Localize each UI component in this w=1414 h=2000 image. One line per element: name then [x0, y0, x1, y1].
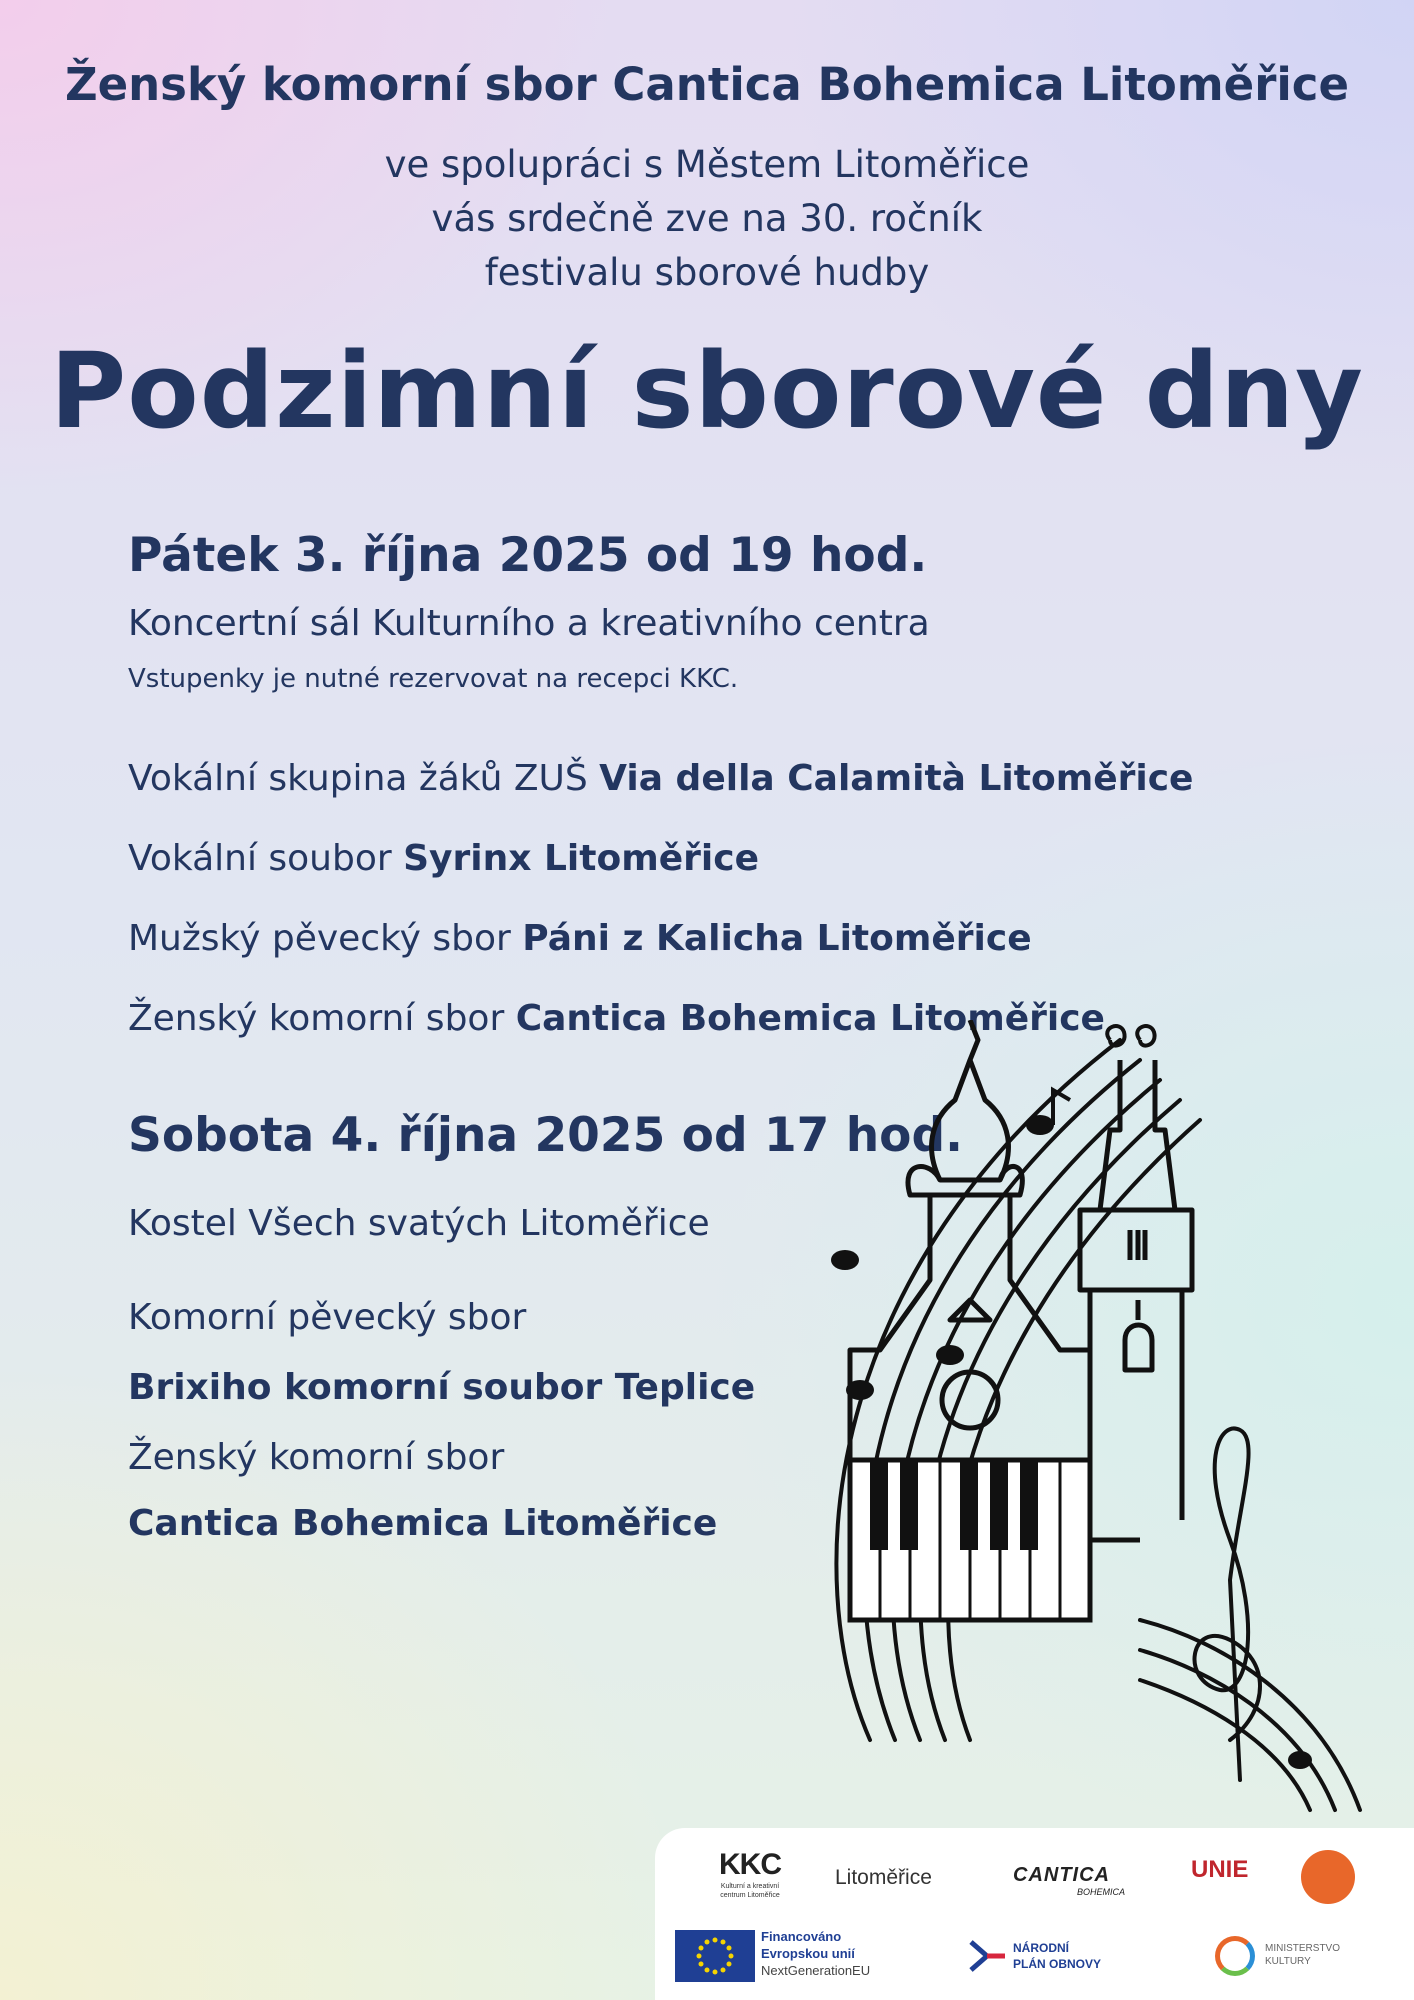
eu-funding-text [761, 1928, 870, 1979]
npo-text [1013, 1940, 1101, 1972]
cantica-logo-sub: BOHEMICA [1076, 1887, 1125, 1897]
ministry-text [1265, 1942, 1340, 1968]
invitation-line-3: festivalu sborové hudby [484, 251, 930, 294]
church-music-illustration [800, 1020, 1380, 1820]
ministry-line-2: KULTURY [1265, 1956, 1311, 1967]
invitation-text [0, 138, 1414, 300]
performer-prefix: Mužský pěvecký sbor [128, 918, 523, 959]
npo-line-2: PLÁN OBNOVY [1013, 1957, 1102, 1971]
eu-line-1: Financováno [761, 1929, 842, 1944]
kkc-logo-text: KKC [719, 1848, 781, 1881]
performer-name: Cantica Bohemica Litoměřice [515, 998, 1105, 1039]
saturday-performer-1-name: Brixiho komorní soubor Teplice [128, 1367, 756, 1408]
ministry-logo-icon [1215, 1936, 1255, 1976]
performer-prefix: Vokální skupina žáků ZUŠ [128, 758, 600, 799]
cantica-logo [1013, 1850, 1131, 1897]
npo-icon [967, 1938, 1007, 1974]
ministry-line-1: MINISTERSTVO [1265, 1943, 1341, 1954]
piano-keys [850, 1460, 1090, 1620]
friday-date: Pátek 3. října 2025 od 19 hod. [128, 528, 928, 583]
eu-line-2: Evropskou unií [761, 1946, 855, 1961]
cantica-logo-text: CANTICA [1013, 1864, 1110, 1886]
litomerice-logo: Litoměřice [835, 1866, 932, 1889]
saturday-performer-2-prefix: Ženský komorní sbor [128, 1437, 505, 1478]
performer-prefix: Ženský komorní sbor [128, 998, 516, 1039]
kkc-caption-2: centrum Litoměřice [720, 1892, 780, 1899]
friday-performer-3 [128, 918, 1032, 959]
npo-line-1: NÁRODNÍ [1013, 1941, 1069, 1955]
performer-name: Páni z Kalicha Litoměřice [522, 918, 1032, 959]
friday-performer-1 [128, 758, 1193, 799]
eu-line-3: NextGenerationEU [761, 1963, 871, 1978]
saturday-performer-1-prefix: Komorní pěvecký sbor [128, 1297, 527, 1338]
festival-title: Podzimní sborové dny [50, 330, 1364, 452]
saturday-performer-2-name: Cantica Bohemica Litoměřice [128, 1503, 718, 1544]
kkc-logo [705, 1848, 795, 1900]
orange-circle-logo [1301, 1850, 1355, 1904]
saturday-venue: Kostel Všech svatých Litoměřice [128, 1203, 710, 1244]
kkc-caption-1: Kulturní a kreativní [720, 1883, 780, 1890]
performer-name: Syrinx Litoměřice [403, 838, 759, 879]
organizer-title: Ženský komorní sbor Cantica Bohemica Litoměřice [64, 58, 1350, 111]
saturday-date: Sobota 4. října 2025 od 17 hod. [128, 1108, 963, 1163]
friday-venue: Koncertní sál Kulturního a kreativního centra [128, 603, 930, 644]
performer-name: Via della Calamità Litoměřice [599, 758, 1194, 799]
friday-ticket-note: Vstupenky je nutné rezervovat na recepci KKC. [128, 664, 739, 694]
performer-prefix: Vokální soubor [128, 838, 404, 879]
invitation-line-2: vás srdečně zve na 30. ročník [431, 197, 983, 240]
eu-flag-icon [675, 1930, 755, 1982]
unie-logo: UNIE [1191, 1856, 1249, 1883]
friday-performer-2 [128, 838, 759, 879]
invitation-line-1: ve spolupráci s Městem Litoměřice [384, 143, 1030, 186]
sponsor-logo-panel [655, 1828, 1414, 2000]
